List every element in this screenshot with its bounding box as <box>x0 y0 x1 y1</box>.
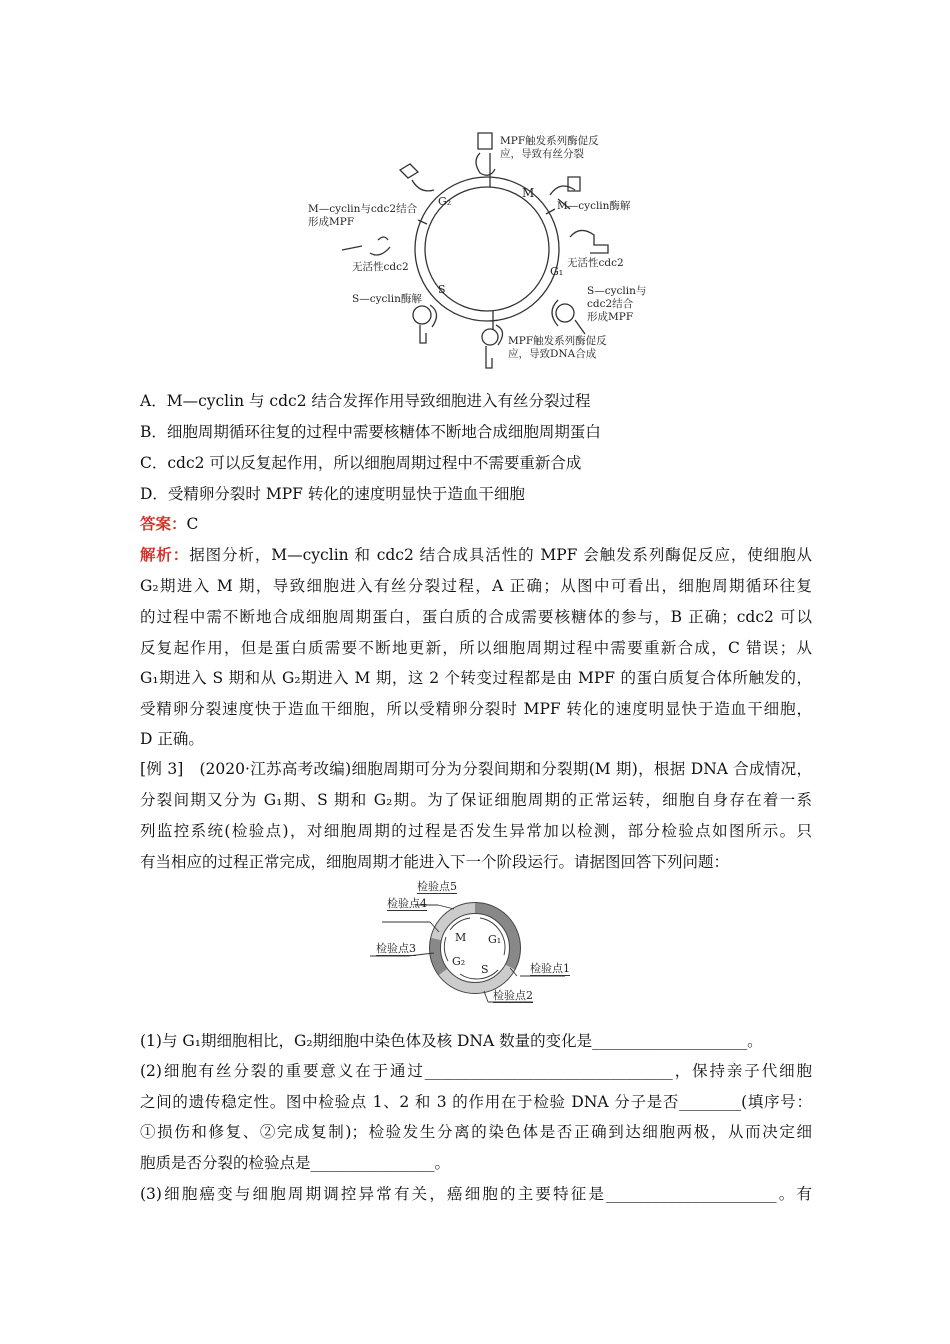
checkpoint-2-label: 检验点2 <box>493 989 533 1002</box>
checkpoint-4-label: 检验点4 <box>387 897 427 910</box>
label-mpf-mitosis <box>500 135 599 161</box>
question-line: (3)细胞癌变与细胞周期调控异常有关，癌细胞的主要特征是______________________。有 <box>140 1185 812 1203</box>
checkpoint-diagram <box>360 875 590 1015</box>
answer-label: 答案： <box>140 514 187 533</box>
question-line: 之间的遗传稳定性。图中检验点 1、2 和 3 的作用在于检验 DNA 分子是否________(填序号： <box>140 1093 812 1111</box>
analysis-line <box>140 545 812 565</box>
analysis-line: D 正确。 <box>140 730 204 748</box>
label-inactive-cdc2-left: 无活性cdc2 <box>352 261 409 273</box>
analysis-line: 受精卵分裂速度快于造血干细胞，所以受精卵分裂时 MPF 转化的速度明显快于造血干细胞， <box>140 700 812 718</box>
example-line: [例 3] (2020·江苏高考改编)细胞周期可分为分裂间期和分裂期(M 期)，根据 DNA 合成情况， <box>140 760 812 778</box>
example-line: 有当相应的过程正常完成，细胞周期才能进入下一个阶段运行。请据图回答下列问题： <box>140 853 730 871</box>
label-s-cyclin-bind <box>587 285 646 324</box>
example-line: 分裂间期又分为 G₁期、S 期和 G₂期。为了保证细胞周期的正常运转，细胞自身存在着一系 <box>140 791 812 809</box>
label-s-cyclin-degrade: S—cyclin酶解 <box>352 293 422 305</box>
answer-value: C <box>186 515 199 533</box>
cell-cycle-mpf-diagram <box>300 125 660 375</box>
analysis-line: 的过程中需不断地合成细胞周期蛋白，蛋白质的合成需要核糖体的参与，B 正确；cdc2 可以 <box>140 608 812 626</box>
option-a: A．M—cyclin 与 cdc2 结合发挥作用导致细胞进入有丝分裂过程 <box>140 392 591 410</box>
option-d: D．受精卵分裂时 MPF 转化的速度明显快于造血干细胞 <box>140 485 525 503</box>
analysis-text: 据图分析，M—cyclin 和 cdc2 结合成具活性的 MPF 会触发系列酶促反应，使细胞从 <box>189 546 812 564</box>
analysis-line: G₂期进入 M 期，导致细胞进入有丝分裂过程，A 正确；从图中可看出，细胞周期循环往复 <box>140 577 812 595</box>
question-line: 胞质是否分裂的检验点是________________。 <box>140 1154 451 1172</box>
checkpoint-5-label: 检验点5 <box>417 880 457 893</box>
label-line: cdc2结合 <box>587 298 634 310</box>
analysis-line: 反复起作用，但是蛋白质需要不断地更新，所以细胞周期过程中需要重新合成，C 错误；从 <box>140 639 812 657</box>
answer <box>140 514 812 534</box>
phase-g1: G₁ <box>550 265 564 278</box>
phase-m: M <box>455 931 467 944</box>
label-m-cyclin-degrade: M—cyclin酶解 <box>557 200 631 212</box>
analysis-label: 解析： <box>140 545 190 564</box>
question-line: (1)与 G₁期细胞相比，G₂期细胞中染色体及核 DNA 数量的变化是____________________。 <box>140 1032 763 1050</box>
label-line: 应，导致有丝分裂 <box>500 148 584 160</box>
label-line: 应，导致DNA合成 <box>508 348 597 360</box>
label-inactive-cdc2-right: 无活性cdc2 <box>567 257 624 269</box>
phase-s: S <box>481 963 489 976</box>
label-line: 形成MPF <box>587 311 634 323</box>
example-line: 列监控系统(检验点)，对细胞周期的过程是否发生异常加以检测，部分检验点如图所示。只 <box>140 822 812 840</box>
label-line: 形成MPF <box>308 216 355 228</box>
phase-g2: G₂ <box>438 195 452 208</box>
phase-g2: G₂ <box>452 955 466 968</box>
phase-m: M <box>522 186 535 200</box>
phase-s: S <box>438 283 446 296</box>
label-mpf-dna <box>508 335 607 361</box>
analysis-line: G₁期进入 S 期和从 G₂期进入 M 期，这 2 个转变过程都是由 MPF 的蛋白质复合体所触发的， <box>140 669 812 687</box>
option-b: B．细胞周期循环往复的过程中需要核糖体不断地合成细胞周期蛋白 <box>140 423 601 441</box>
label-line: S—cyclin与 <box>587 285 647 297</box>
label-line: M—cyclin与cdc2结合 <box>308 203 418 215</box>
phase-g1: G₁ <box>488 933 502 946</box>
label-m-cyclin-bind <box>308 203 417 229</box>
question-line: ①损伤和修复、②完成复制)；检验发生分离的染色体是否正确到达细胞两极，从而决定细 <box>140 1123 812 1141</box>
checkpoint-1-label: 检验点1 <box>530 962 570 975</box>
label-line: MPF触发系列酶促反 <box>500 135 599 147</box>
checkpoint-3-label: 检验点3 <box>376 942 416 955</box>
label-line: MPF触发系列酶促反 <box>508 335 607 347</box>
question-line: (2)细胞有丝分裂的重要意义在于通过________________________________，保持亲子代细胞 <box>140 1062 812 1080</box>
option-c: C．cdc2 可以反复起作用，所以细胞周期过程中不需要重新合成 <box>140 454 582 472</box>
